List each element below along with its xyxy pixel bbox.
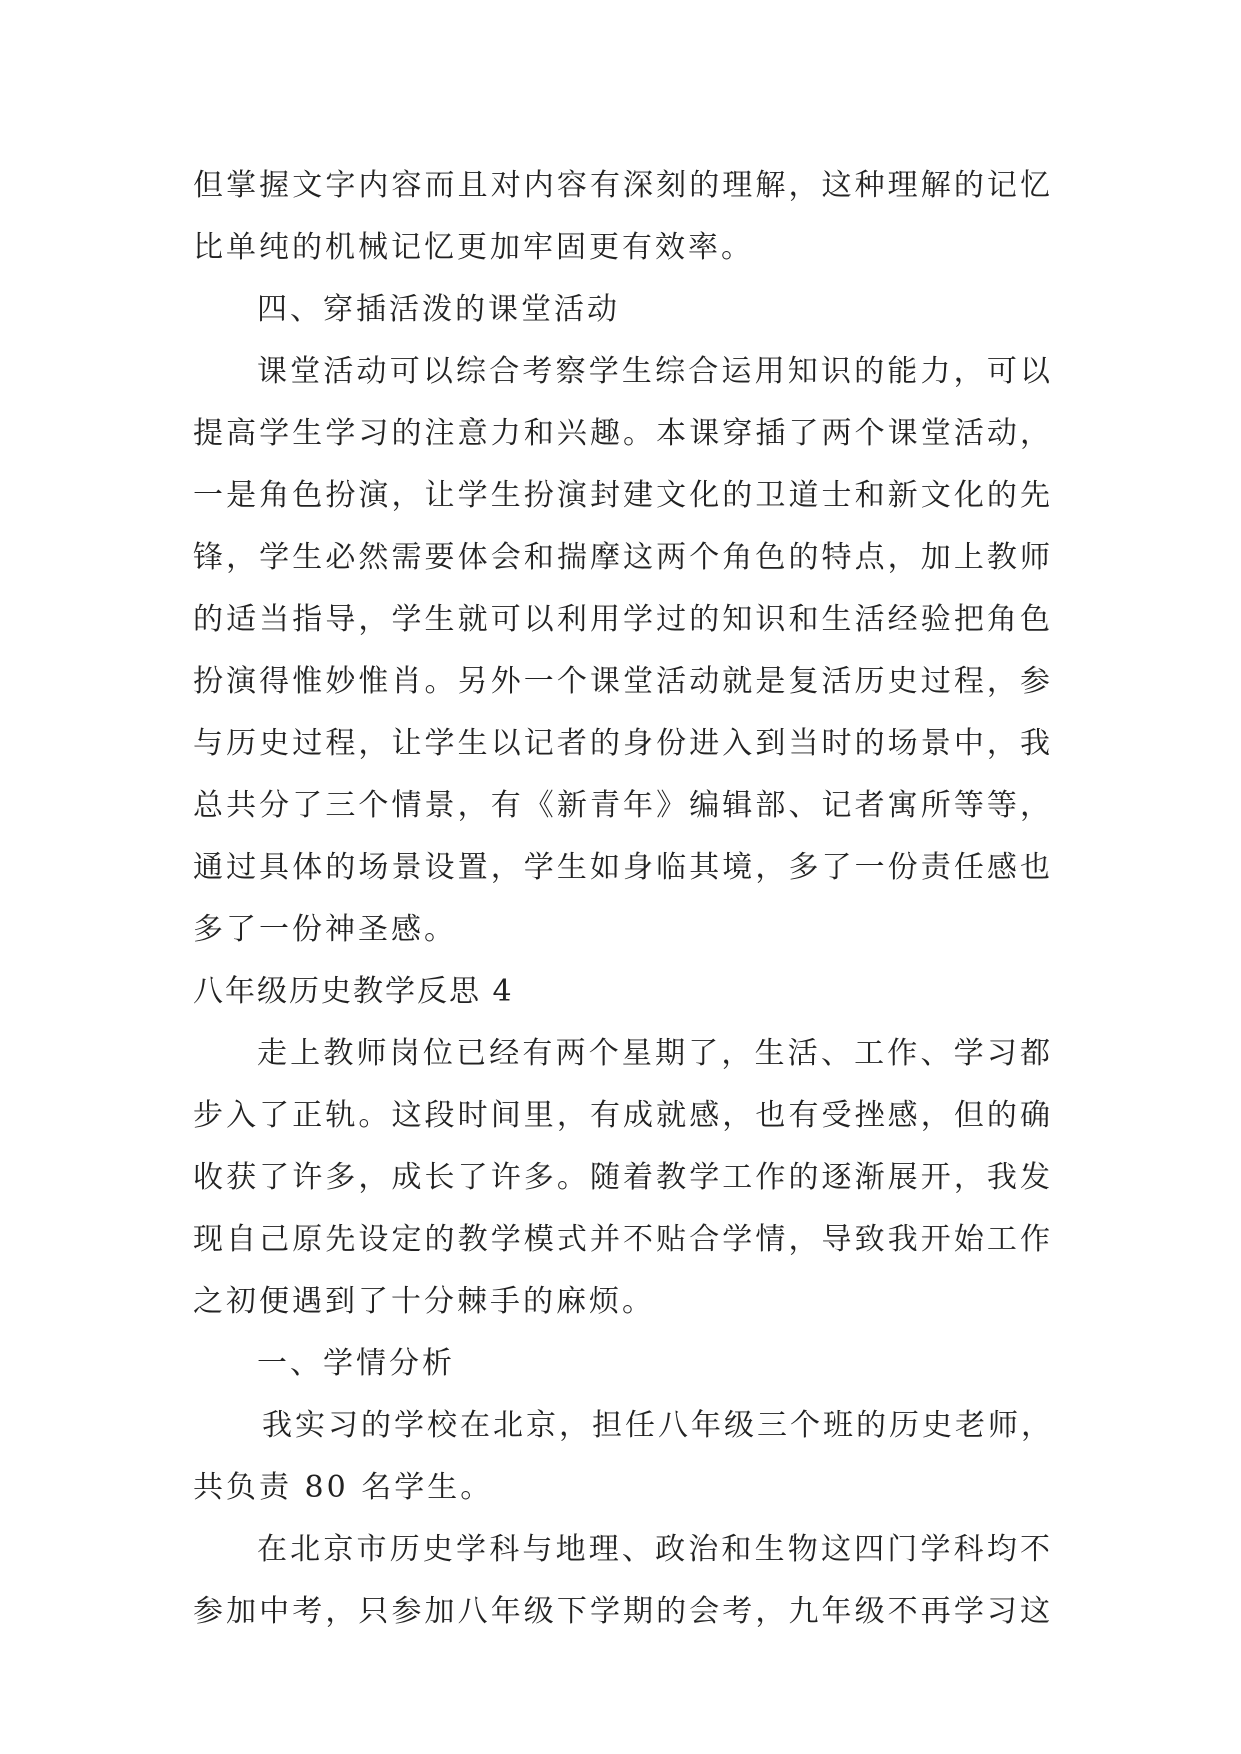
document-body: [193, 155, 1053, 1643]
body-line: 总共分了三个情景，有《新青年》编辑部、记者寓所等等，: [193, 788, 1053, 823]
body-line: 步入了正轨。这段时间里，有成就感，也有受挫感，但的确: [193, 1098, 1053, 1133]
body-line: 我实习的学校在北京，担任八年级三个班的历史老师，: [262, 1408, 1054, 1443]
body-line: 一是角色扮演，让学生扮演封建文化的卫道士和新文化的先: [193, 478, 1053, 513]
body-line: 参加中考，只参加八年级下学期的会考，九年级不再学习这: [193, 1594, 1053, 1629]
body-line: 扮演得惟妙惟肖。另外一个课堂活动就是复活历史过程，参: [193, 664, 1053, 699]
section-heading: 四、穿插活泼的课堂活动: [257, 292, 620, 327]
section-heading: 一、学情分析: [257, 1346, 455, 1381]
body-line: 走上教师岗位已经有两个星期了，生活、工作、学习都: [257, 1036, 1053, 1071]
body-line: 共负责 80 名学生。: [193, 1470, 494, 1505]
article-title: 八年级历史教学反思 4: [193, 974, 514, 1009]
body-line: 锋，学生必然需要体会和揣摩这两个角色的特点，加上教师: [193, 540, 1053, 575]
body-line: 课堂活动可以综合考察学生综合运用知识的能力，可以: [257, 354, 1053, 389]
body-line: 收获了许多，成长了许多。随着教学工作的逐渐展开，我发: [193, 1160, 1053, 1195]
body-line: 但掌握文字内容而且对内容有深刻的理解，这种理解的记忆: [193, 168, 1053, 203]
body-line: 通过具体的场景设置，学生如身临其境，多了一份责任感也: [193, 850, 1053, 885]
body-line: 比单纯的机械记忆更加牢固更有效率。: [193, 230, 754, 265]
body-line: 提高学生学习的注意力和兴趣。本课穿插了两个课堂活动，: [193, 416, 1053, 451]
body-line: 的适当指导，学生就可以利用学过的知识和生活经验把角色: [193, 602, 1053, 637]
body-line: 之初便遇到了十分棘手的麻烦。: [193, 1284, 655, 1319]
body-line: 在北京市历史学科与地理、政治和生物这四门学科均不: [257, 1532, 1053, 1567]
body-line: 与历史过程，让学生以记者的身份进入到当时的场景中，我: [193, 726, 1053, 761]
body-line: 多了一份神圣感。: [193, 912, 457, 947]
body-line: 现自己原先设定的教学模式并不贴合学情，导致我开始工作: [193, 1222, 1053, 1257]
